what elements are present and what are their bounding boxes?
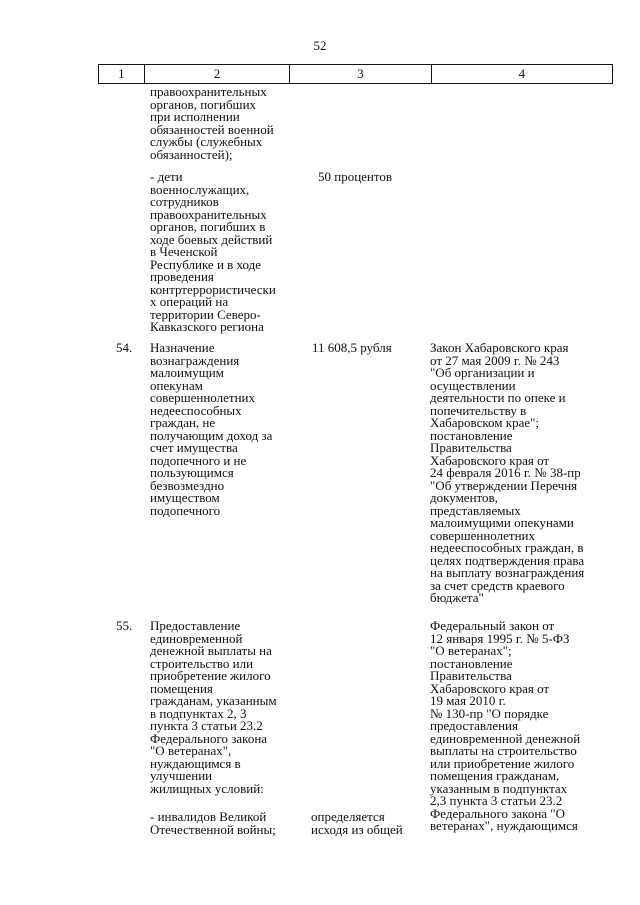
header-col-3: 3 [290, 65, 431, 83]
row-55-measure: Предоставление единовременной денежной выплаты на строительство или приобретение жилого помещения гражданам, указанным в подпунктах 2, 3 пункта 3 статьи 23.2 Федерального закона "О ветеранах", нуждающимся в улучшении жилищных условий: [150, 618, 277, 796]
continued-category-text: правоохранительных органов, погибших при исполнении обязанностей военной службы (служебных обязанностей); [150, 84, 274, 162]
row-54-legal-basis: Закон Хабаровского края от 27 мая 2009 г. № 243 "Об организации и осуществлении деятельности по опеке и попечительству в Хабаровском крае"; постановление Правительства Хабаровского края от 24 февраля 2016 г. № 38-пр "Об утверждении Перечня документов, представляемых малоимущими опекунами совершеннолетних недееспособных граждан, в целях подтверждения права на выплату вознаграждения за счет средств краевого бюджета" [430, 340, 585, 605]
category-children-text: - дети военнослужащих, сотрудников правоохранительных органов, погибших в ходе боевых действий в Чеченской Республике и в ходе проведения контртеррористически х операций на территории Северо- Кавказского региона [150, 169, 276, 334]
row-55-number: 55. [116, 618, 133, 633]
page-number: 52 [313, 38, 327, 53]
category-children-amount: 50 процентов [318, 169, 393, 184]
header-col-1: 1 [99, 65, 145, 83]
row-54-number: 54. [116, 340, 133, 355]
row-54-amount: 11 608,5 рубля [312, 340, 392, 355]
row-55-legal-basis: Федеральный закон от 12 января 1995 г. № 5-ФЗ "О ветеранах"; постановление Правительства Хабаровского края от 19 мая 2010 г. № 130-пр "О порядке предоставления единовременной денежной выплаты на строительство или приобретение жилого помещения гражданам, указанным в подпунктах 2,3 пункта 3 статьи 23.2 Федерального закона "О ветеранах", нуждающимся [430, 618, 581, 833]
row-54-measure: Назначение вознаграждения малоимущим опекунам совершеннолетних недееспособных граждан, не получающим доход за счет имущества подопечного и не пользующимся безвозмездно имуществом подопечного [150, 340, 273, 518]
header-col-2: 2 [145, 65, 290, 83]
row-55-subitem-amount: определяется исходя из общей [311, 809, 403, 837]
table-header-row [98, 64, 613, 84]
header-col-4: 4 [518, 66, 526, 81]
row-55-subitem-measure: - инвалидов Великой Отечественной войны; [150, 809, 276, 837]
